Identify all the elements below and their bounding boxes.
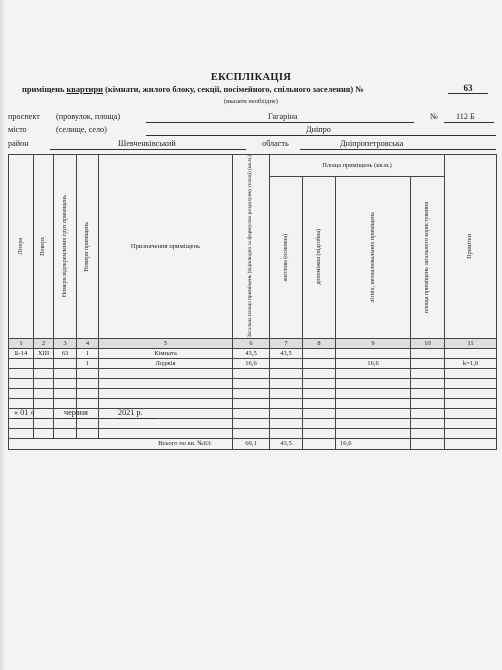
empty-cell xyxy=(54,428,77,438)
empty-cell xyxy=(54,368,77,378)
col-num: 8 xyxy=(303,338,336,348)
empty-cell xyxy=(270,388,303,398)
empty-cell xyxy=(54,418,77,428)
cell-floor: XIII xyxy=(34,348,54,358)
empty-cell xyxy=(445,408,497,418)
empty-cell xyxy=(303,388,336,398)
col-num: 4 xyxy=(77,338,99,348)
empty-cell xyxy=(411,408,445,418)
total-common xyxy=(411,438,445,449)
header-summer: літніх, неопалювальних приміщень xyxy=(336,176,411,338)
empty-cell xyxy=(336,388,411,398)
empty-cell xyxy=(233,418,270,428)
total-auxiliary xyxy=(303,438,336,449)
col-num: 9 xyxy=(336,338,411,348)
empty-cell xyxy=(336,378,411,388)
empty-cell xyxy=(303,378,336,388)
cell-auxiliary xyxy=(303,358,336,368)
empty-cell xyxy=(9,368,34,378)
col-num: 6 xyxy=(233,338,270,348)
empty-cell xyxy=(54,378,77,388)
empty-cell xyxy=(233,398,270,408)
empty-cell xyxy=(54,388,77,398)
empty-cell xyxy=(336,428,411,438)
empty-rows xyxy=(9,368,497,438)
city-line xyxy=(146,135,496,136)
empty-cell xyxy=(9,428,34,438)
date-day: « 01 » xyxy=(14,408,35,417)
header-total-area: Загальна площа приміщень (відповідно за формулою розрахунку площі) (кв.м.) xyxy=(233,155,270,339)
empty-cell xyxy=(445,398,497,408)
empty-cell xyxy=(445,368,497,378)
total-row xyxy=(9,438,497,449)
empty-cell xyxy=(270,418,303,428)
district-label: район xyxy=(8,139,29,148)
empty-cell xyxy=(34,388,54,398)
empty-table-row xyxy=(9,398,497,408)
empty-cell xyxy=(270,428,303,438)
total-summer: 16,6 xyxy=(336,438,411,449)
header-living: житлова (основна) xyxy=(270,176,303,338)
empty-cell xyxy=(303,368,336,378)
empty-cell xyxy=(411,388,445,398)
cell-room: 1 xyxy=(77,348,99,358)
empty-cell xyxy=(99,428,233,438)
cell-remarks: k=1,0 xyxy=(445,358,497,368)
subtitle-rest: (кімнати, жилого блоку, секції, посімейного, спільного заселення) № xyxy=(103,85,364,94)
empty-cell xyxy=(99,378,233,388)
empty-cell xyxy=(233,408,270,418)
table-row xyxy=(9,348,497,358)
empty-cell xyxy=(233,388,270,398)
empty-cell xyxy=(9,378,34,388)
empty-cell xyxy=(34,408,54,418)
cell-group: 63 xyxy=(54,348,77,358)
district-value: Шевченківський xyxy=(118,139,176,148)
district-line xyxy=(50,149,246,150)
subtitle-underlined: квартири xyxy=(66,85,103,94)
empty-cell xyxy=(34,428,54,438)
empty-cell xyxy=(411,368,445,378)
header-floor: Поверх xyxy=(34,155,54,339)
empty-cell xyxy=(303,418,336,428)
cell-litera: Б-14 xyxy=(9,348,34,358)
empty-cell xyxy=(445,378,497,388)
empty-table-row xyxy=(9,428,497,438)
empty-cell xyxy=(9,398,34,408)
empty-cell xyxy=(303,408,336,418)
total-label: Всього по кв. №63: xyxy=(9,438,233,449)
empty-cell xyxy=(77,418,99,428)
empty-cell xyxy=(445,418,497,428)
header-auxiliary: допоміжна (підсобна) xyxy=(303,176,336,338)
empty-cell xyxy=(411,378,445,388)
col-num: 3 xyxy=(54,338,77,348)
empty-cell xyxy=(270,398,303,408)
empty-cell xyxy=(34,368,54,378)
empty-cell xyxy=(411,418,445,428)
date-month-line xyxy=(62,418,106,419)
street-value: Гагаріна xyxy=(268,112,298,121)
cell-total: 16,6 xyxy=(233,358,270,368)
oblast-value: Дніпропетровська xyxy=(340,139,404,148)
empty-cell xyxy=(233,428,270,438)
cell-room: 1 xyxy=(77,358,99,368)
empty-cell xyxy=(411,398,445,408)
cell-group xyxy=(54,358,77,368)
apartment-number: 63 xyxy=(448,83,488,94)
empty-cell xyxy=(99,398,233,408)
empty-cell xyxy=(77,378,99,388)
number-value: 112 Б xyxy=(456,112,475,121)
header-area-group: Площа приміщень (кв.м.) xyxy=(270,155,445,177)
city-label: місто xyxy=(8,125,27,134)
settlement-label: (селище, село) xyxy=(56,125,107,134)
cell-floor xyxy=(34,358,54,368)
empty-cell xyxy=(233,368,270,378)
header-purpose: Призначення приміщень xyxy=(99,155,233,339)
empty-cell xyxy=(77,368,99,378)
empty-table-row xyxy=(9,418,497,428)
cell-total: 43,5 xyxy=(233,348,270,358)
empty-cell xyxy=(77,428,99,438)
subtitle-prefix: приміщень xyxy=(22,85,67,94)
date-month: червня xyxy=(64,408,88,417)
empty-cell xyxy=(270,408,303,418)
cell-auxiliary xyxy=(303,348,336,358)
empty-cell xyxy=(445,388,497,398)
cell-remarks xyxy=(445,348,497,358)
empty-cell xyxy=(411,428,445,438)
empty-cell xyxy=(233,378,270,388)
cell-purpose: Лоджія xyxy=(99,358,233,368)
number-label: № xyxy=(430,112,438,121)
empty-cell xyxy=(336,418,411,428)
empty-cell xyxy=(445,428,497,438)
empty-cell xyxy=(99,368,233,378)
cell-summer xyxy=(336,348,411,358)
cell-purpose: Кімната xyxy=(99,348,233,358)
col-num: 1 xyxy=(9,338,34,348)
date-day-line xyxy=(12,418,48,419)
cell-summer: 16,6 xyxy=(336,358,411,368)
oblast-label: область xyxy=(262,139,289,148)
street-line xyxy=(146,122,414,123)
total-living: 43,5 xyxy=(270,438,303,449)
cell-litera xyxy=(9,358,34,368)
cell-common xyxy=(411,358,445,368)
header-remarks: Примітки xyxy=(445,155,497,339)
oblast-line xyxy=(300,149,496,150)
empty-cell xyxy=(34,378,54,388)
empty-cell xyxy=(99,388,233,398)
header-room-numbers: Номери приміщень xyxy=(77,155,99,339)
empty-cell xyxy=(54,398,77,408)
city-value: Дніпро xyxy=(306,125,331,134)
table-row xyxy=(9,358,497,368)
empty-cell xyxy=(270,368,303,378)
number-line xyxy=(444,122,494,123)
empty-cell xyxy=(336,368,411,378)
column-number-row xyxy=(9,338,497,348)
cell-living: 43,5 xyxy=(270,348,303,358)
explication-table xyxy=(8,154,497,450)
cell-living xyxy=(270,358,303,368)
col-num: 5 xyxy=(99,338,233,348)
empty-table-row xyxy=(9,388,497,398)
empty-cell xyxy=(34,398,54,408)
cell-common xyxy=(411,348,445,358)
street-label: проспект xyxy=(8,112,40,121)
empty-cell xyxy=(336,398,411,408)
header-group-numbers: Номери відокремлених груп приміщень xyxy=(54,155,77,339)
date-year-line xyxy=(116,418,156,419)
empty-cell xyxy=(9,388,34,398)
document-title: ЕКСПЛІКАЦІЯ xyxy=(210,72,292,83)
empty-cell xyxy=(77,388,99,398)
empty-table-row xyxy=(9,378,497,388)
col-num: 7 xyxy=(270,338,303,348)
document-subtitle xyxy=(22,85,364,94)
col-num: 11 xyxy=(445,338,497,348)
total-area: 60,1 xyxy=(233,438,270,449)
empty-cell xyxy=(99,418,233,428)
empty-cell xyxy=(303,428,336,438)
empty-cell xyxy=(336,408,411,418)
col-num: 2 xyxy=(34,338,54,348)
subtitle-note: (вказати необхідне) xyxy=(224,98,278,105)
header-common: площа приміщень загального користування xyxy=(411,176,445,338)
empty-cell xyxy=(270,378,303,388)
empty-cell xyxy=(303,398,336,408)
col-num: 10 xyxy=(411,338,445,348)
date-year: 2021 р. xyxy=(118,408,143,417)
empty-cell xyxy=(77,398,99,408)
total-remarks xyxy=(445,438,497,449)
empty-cell xyxy=(34,418,54,428)
empty-table-row xyxy=(9,368,497,378)
street-type-label: (провулок, площа) xyxy=(56,112,121,121)
empty-cell xyxy=(9,418,34,428)
header-litera: Літера xyxy=(9,155,34,339)
